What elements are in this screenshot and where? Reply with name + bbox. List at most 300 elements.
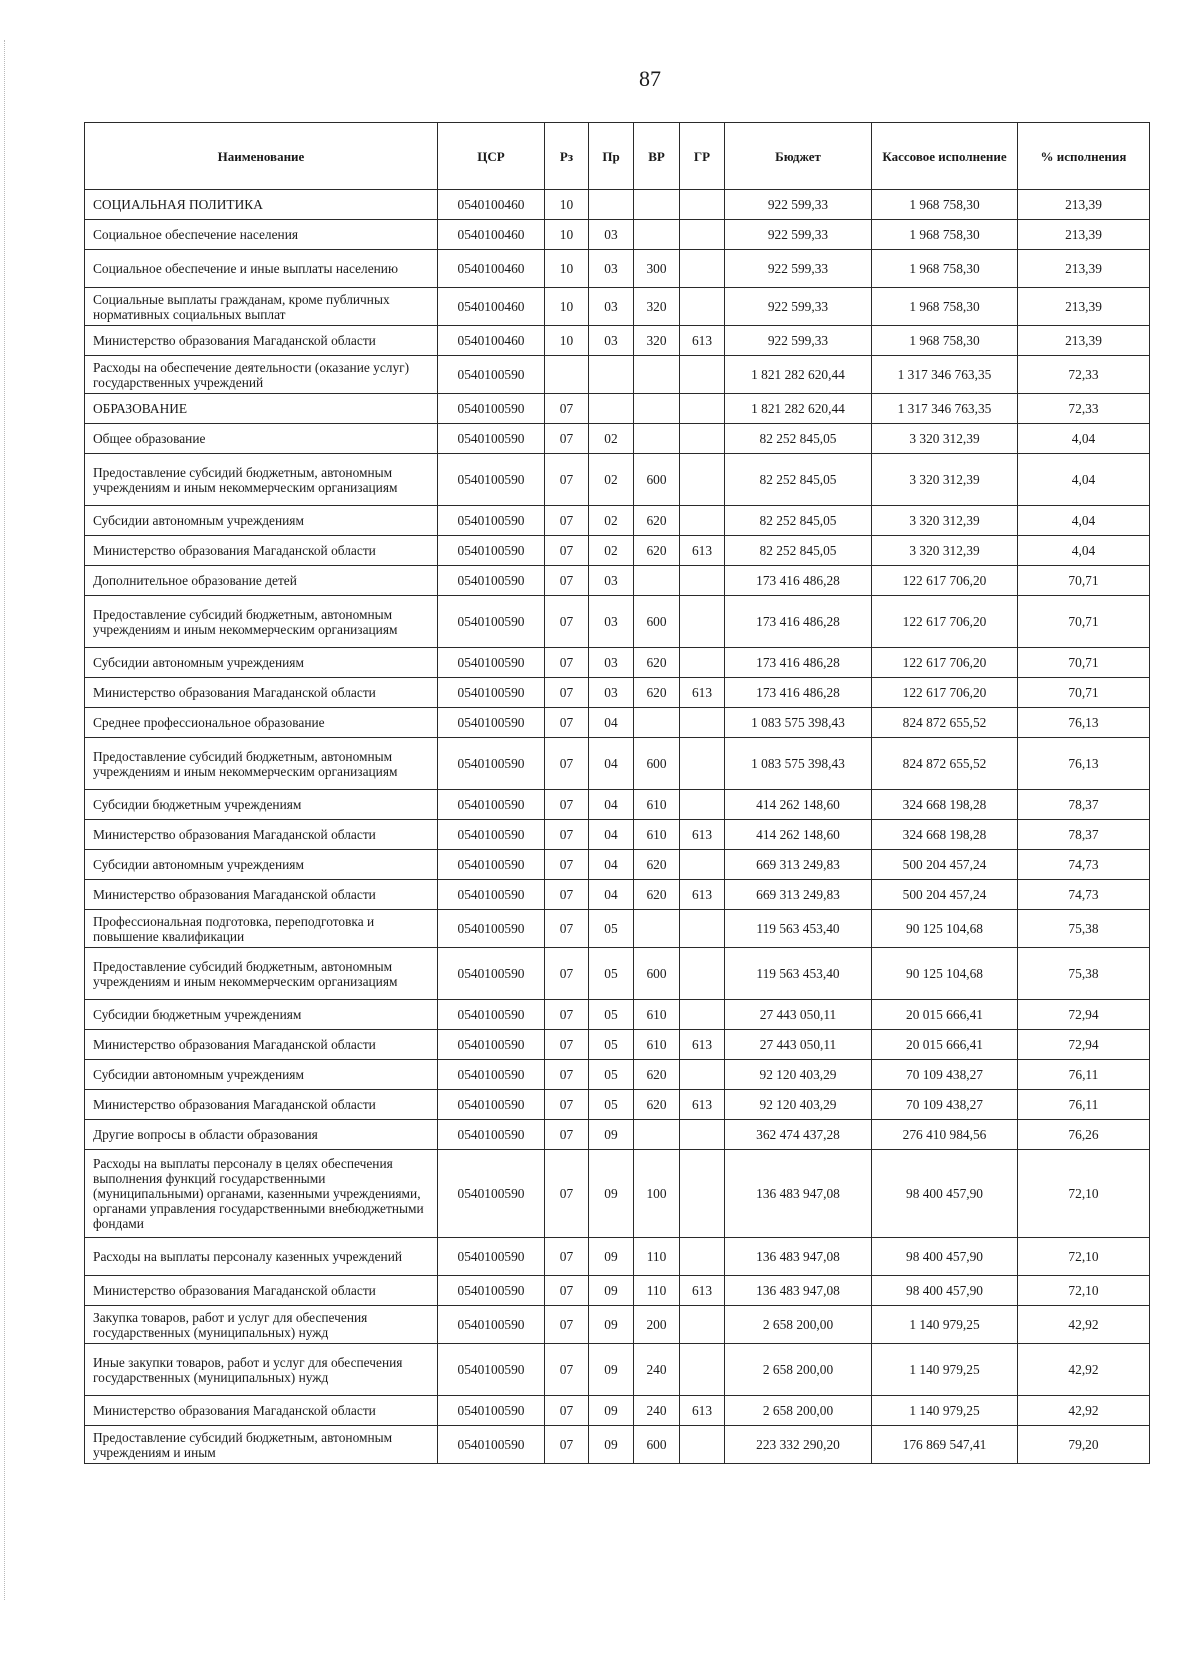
table-row — [85, 708, 1150, 738]
cell-csr: 0540100590 — [438, 948, 545, 1000]
cell-execution-percent: 74,73 — [1018, 850, 1150, 880]
cell-execution-percent: 213,39 — [1018, 288, 1150, 326]
cell-budget: 119 563 453,40 — [725, 948, 872, 1000]
cell-csr: 0540100590 — [438, 356, 545, 394]
cell-name: Предоставление субсидий бюджетным, автономным учреждениям и иным некоммерческим организациям — [85, 738, 438, 790]
cell-pr: 09 — [589, 1150, 634, 1238]
cell-execution-percent: 70,71 — [1018, 678, 1150, 708]
table-row — [85, 424, 1150, 454]
cell-pr: 04 — [589, 708, 634, 738]
cell-budget: 669 313 249,83 — [725, 880, 872, 910]
cell-name: Иные закупки товаров, работ и услуг для обеспечения государственных (муниципальных) нужд — [85, 1344, 438, 1396]
cell-rz: 07 — [545, 738, 589, 790]
cell-execution-percent: 213,39 — [1018, 250, 1150, 288]
cell-pr: 09 — [589, 1344, 634, 1396]
cell-name: Социальное обеспечение населения — [85, 220, 438, 250]
cell-name: Субсидии автономным учреждениям — [85, 648, 438, 678]
cell-csr: 0540100590 — [438, 678, 545, 708]
table-header-row — [85, 123, 1150, 190]
cell-gr — [680, 356, 725, 394]
cell-budget: 922 599,33 — [725, 288, 872, 326]
column-header-pr: Пр — [589, 123, 634, 190]
cell-pr: 03 — [589, 220, 634, 250]
page-number: 87 — [639, 66, 661, 91]
cell-execution-percent: 4,04 — [1018, 536, 1150, 566]
cell-name: Профессиональная подготовка, переподготовка и повышение квалификации — [85, 910, 438, 948]
cell-cash-execution: 1 968 758,30 — [872, 190, 1018, 220]
cell-name: ОБРАЗОВАНИЕ — [85, 394, 438, 424]
table-row — [85, 850, 1150, 880]
cell-pr: 03 — [589, 326, 634, 356]
cell-gr — [680, 250, 725, 288]
cell-cash-execution: 824 872 655,52 — [872, 738, 1018, 790]
cell-pr: 03 — [589, 596, 634, 648]
cell-rz: 07 — [545, 1396, 589, 1426]
cell-vr: 610 — [634, 1000, 680, 1030]
cell-name: Дополнительное образование детей — [85, 566, 438, 596]
cell-execution-percent: 76,13 — [1018, 708, 1150, 738]
cell-vr — [634, 1120, 680, 1150]
cell-cash-execution: 1 968 758,30 — [872, 250, 1018, 288]
scan-edge-artifact — [4, 40, 6, 1600]
cell-gr — [680, 1120, 725, 1150]
table-row — [85, 1238, 1150, 1276]
cell-rz: 07 — [545, 1000, 589, 1030]
cell-gr: 613 — [680, 880, 725, 910]
table-row — [85, 1306, 1150, 1344]
cell-name: Социальные выплаты гражданам, кроме публичных нормативных социальных выплат — [85, 288, 438, 326]
cell-rz: 07 — [545, 790, 589, 820]
cell-rz: 07 — [545, 708, 589, 738]
cell-cash-execution: 1 968 758,30 — [872, 288, 1018, 326]
cell-cash-execution: 122 617 706,20 — [872, 678, 1018, 708]
cell-execution-percent: 75,38 — [1018, 948, 1150, 1000]
cell-pr: 03 — [589, 288, 634, 326]
cell-csr: 0540100590 — [438, 596, 545, 648]
cell-vr: 110 — [634, 1238, 680, 1276]
cell-execution-percent: 74,73 — [1018, 880, 1150, 910]
cell-vr: 600 — [634, 738, 680, 790]
cell-gr — [680, 1150, 725, 1238]
cell-vr: 620 — [634, 1090, 680, 1120]
cell-cash-execution: 122 617 706,20 — [872, 596, 1018, 648]
cell-cash-execution: 70 109 438,27 — [872, 1060, 1018, 1090]
cell-pr: 09 — [589, 1396, 634, 1426]
cell-vr: 620 — [634, 648, 680, 678]
cell-pr — [589, 190, 634, 220]
cell-budget: 82 252 845,05 — [725, 454, 872, 506]
cell-cash-execution: 122 617 706,20 — [872, 648, 1018, 678]
cell-name: Субсидии автономным учреждениям — [85, 850, 438, 880]
cell-csr: 0540100460 — [438, 326, 545, 356]
cell-rz: 07 — [545, 948, 589, 1000]
cell-csr: 0540100590 — [438, 648, 545, 678]
cell-pr: 03 — [589, 250, 634, 288]
cell-csr: 0540100590 — [438, 738, 545, 790]
cell-cash-execution: 1 140 979,25 — [872, 1396, 1018, 1426]
cell-cash-execution: 824 872 655,52 — [872, 708, 1018, 738]
cell-csr: 0540100460 — [438, 250, 545, 288]
cell-name: Министерство образования Магаданской области — [85, 678, 438, 708]
cell-vr: 320 — [634, 326, 680, 356]
cell-vr — [634, 190, 680, 220]
cell-budget: 82 252 845,05 — [725, 424, 872, 454]
cell-gr: 613 — [680, 536, 725, 566]
cell-rz: 07 — [545, 910, 589, 948]
cell-name: Среднее профессиональное образование — [85, 708, 438, 738]
cell-budget: 2 658 200,00 — [725, 1344, 872, 1396]
table-row — [85, 326, 1150, 356]
cell-cash-execution: 20 015 666,41 — [872, 1000, 1018, 1030]
cell-vr: 600 — [634, 1426, 680, 1464]
cell-rz: 07 — [545, 596, 589, 648]
cell-pr: 02 — [589, 506, 634, 536]
cell-csr: 0540100590 — [438, 820, 545, 850]
cell-name: Министерство образования Магаданской области — [85, 1396, 438, 1426]
cell-cash-execution: 1 968 758,30 — [872, 326, 1018, 356]
cell-csr: 0540100590 — [438, 394, 545, 424]
table-row — [85, 678, 1150, 708]
cell-name: Субсидии автономным учреждениям — [85, 506, 438, 536]
cell-vr — [634, 394, 680, 424]
cell-vr: 600 — [634, 948, 680, 1000]
cell-vr: 620 — [634, 1060, 680, 1090]
cell-cash-execution: 1 140 979,25 — [872, 1344, 1018, 1396]
cell-vr — [634, 910, 680, 948]
table-body — [85, 190, 1150, 1464]
cell-execution-percent: 4,04 — [1018, 506, 1150, 536]
table-row — [85, 880, 1150, 910]
column-header-gr: ГР — [680, 123, 725, 190]
cell-pr: 02 — [589, 536, 634, 566]
table-row — [85, 220, 1150, 250]
cell-pr: 05 — [589, 948, 634, 1000]
cell-gr — [680, 190, 725, 220]
column-header-rz: Рз — [545, 123, 589, 190]
cell-name: Предоставление субсидий бюджетным, автономным учреждениям и иным некоммерческим организациям — [85, 596, 438, 648]
cell-rz: 10 — [545, 220, 589, 250]
cell-name: Закупка товаров, работ и услуг для обеспечения государственных (муниципальных) нужд — [85, 1306, 438, 1344]
cell-cash-execution: 176 869 547,41 — [872, 1426, 1018, 1464]
cell-name: Министерство образования Магаданской области — [85, 1030, 438, 1060]
cell-gr: 613 — [680, 1090, 725, 1120]
cell-csr: 0540100590 — [438, 566, 545, 596]
cell-rz: 07 — [545, 1120, 589, 1150]
cell-execution-percent: 42,92 — [1018, 1306, 1150, 1344]
cell-gr — [680, 220, 725, 250]
cell-budget: 922 599,33 — [725, 250, 872, 288]
table-row — [85, 790, 1150, 820]
cell-vr: 610 — [634, 820, 680, 850]
cell-gr — [680, 1060, 725, 1090]
cell-name: Министерство образования Магаданской области — [85, 536, 438, 566]
cell-execution-percent: 78,37 — [1018, 820, 1150, 850]
column-header-vr: ВР — [634, 123, 680, 190]
cell-execution-percent: 79,20 — [1018, 1426, 1150, 1464]
cell-csr: 0540100460 — [438, 190, 545, 220]
cell-execution-percent: 76,11 — [1018, 1060, 1150, 1090]
cell-name: Общее образование — [85, 424, 438, 454]
cell-name: СОЦИАЛЬНАЯ ПОЛИТИКА — [85, 190, 438, 220]
cell-pr: 09 — [589, 1120, 634, 1150]
cell-cash-execution: 1 968 758,30 — [872, 220, 1018, 250]
cell-execution-percent: 213,39 — [1018, 220, 1150, 250]
cell-budget: 922 599,33 — [725, 326, 872, 356]
cell-csr: 0540100590 — [438, 880, 545, 910]
cell-pr: 04 — [589, 880, 634, 910]
cell-gr — [680, 708, 725, 738]
table-row — [85, 1120, 1150, 1150]
cell-budget: 136 483 947,08 — [725, 1238, 872, 1276]
cell-execution-percent: 213,39 — [1018, 326, 1150, 356]
cell-csr: 0540100590 — [438, 1238, 545, 1276]
cell-cash-execution: 324 668 198,28 — [872, 820, 1018, 850]
cell-budget: 136 483 947,08 — [725, 1276, 872, 1306]
cell-gr: 613 — [680, 1276, 725, 1306]
cell-rz: 10 — [545, 250, 589, 288]
cell-execution-percent: 78,37 — [1018, 790, 1150, 820]
cell-csr: 0540100590 — [438, 1344, 545, 1396]
cell-budget: 414 262 148,60 — [725, 790, 872, 820]
cell-budget: 1 083 575 398,43 — [725, 738, 872, 790]
cell-gr — [680, 288, 725, 326]
cell-budget: 1 083 575 398,43 — [725, 708, 872, 738]
cell-execution-percent: 72,94 — [1018, 1030, 1150, 1060]
cell-pr: 05 — [589, 1060, 634, 1090]
cell-pr: 04 — [589, 790, 634, 820]
cell-rz: 07 — [545, 1306, 589, 1344]
cell-gr — [680, 1000, 725, 1030]
cell-vr: 620 — [634, 506, 680, 536]
cell-execution-percent: 4,04 — [1018, 424, 1150, 454]
cell-name: Предоставление субсидий бюджетным, автономным учреждениям и иным — [85, 1426, 438, 1464]
cell-budget: 82 252 845,05 — [725, 536, 872, 566]
cell-execution-percent: 72,33 — [1018, 356, 1150, 394]
cell-execution-percent: 42,92 — [1018, 1344, 1150, 1396]
table-row — [85, 288, 1150, 326]
table-row — [85, 738, 1150, 790]
cell-name: Министерство образования Магаданской области — [85, 1090, 438, 1120]
cell-execution-percent: 76,11 — [1018, 1090, 1150, 1120]
cell-csr: 0540100590 — [438, 1426, 545, 1464]
cell-pr: 09 — [589, 1238, 634, 1276]
cell-vr: 200 — [634, 1306, 680, 1344]
cell-name: Предоставление субсидий бюджетным, автономным учреждениям и иным некоммерческим организациям — [85, 948, 438, 1000]
table-row — [85, 536, 1150, 566]
cell-pr: 04 — [589, 738, 634, 790]
table-row — [85, 1030, 1150, 1060]
table-row — [85, 1396, 1150, 1426]
cell-vr: 610 — [634, 1030, 680, 1060]
cell-gr — [680, 850, 725, 880]
cell-vr — [634, 566, 680, 596]
cell-rz — [545, 356, 589, 394]
cell-cash-execution: 3 320 312,39 — [872, 454, 1018, 506]
cell-execution-percent: 70,71 — [1018, 596, 1150, 648]
cell-budget: 82 252 845,05 — [725, 506, 872, 536]
cell-vr — [634, 220, 680, 250]
cell-csr: 0540100590 — [438, 1060, 545, 1090]
column-header-budget: Бюджет — [725, 123, 872, 190]
cell-budget: 669 313 249,83 — [725, 850, 872, 880]
cell-csr: 0540100590 — [438, 1396, 545, 1426]
cell-budget: 92 120 403,29 — [725, 1090, 872, 1120]
table-row — [85, 1344, 1150, 1396]
cell-csr: 0540100590 — [438, 708, 545, 738]
cell-rz: 07 — [545, 566, 589, 596]
cell-pr: 05 — [589, 1090, 634, 1120]
cell-execution-percent: 72,10 — [1018, 1276, 1150, 1306]
cell-csr: 0540100590 — [438, 1150, 545, 1238]
cell-pr: 04 — [589, 850, 634, 880]
cell-csr: 0540100590 — [438, 1306, 545, 1344]
cell-name: Социальное обеспечение и иные выплаты населению — [85, 250, 438, 288]
cell-budget: 27 443 050,11 — [725, 1000, 872, 1030]
cell-pr: 09 — [589, 1306, 634, 1344]
cell-pr: 03 — [589, 648, 634, 678]
cell-budget: 2 658 200,00 — [725, 1306, 872, 1344]
table-row — [85, 566, 1150, 596]
cell-gr — [680, 596, 725, 648]
cell-budget: 27 443 050,11 — [725, 1030, 872, 1060]
cell-csr: 0540100460 — [438, 288, 545, 326]
cell-rz: 10 — [545, 326, 589, 356]
cell-budget: 173 416 486,28 — [725, 566, 872, 596]
table-row — [85, 250, 1150, 288]
cell-vr: 620 — [634, 850, 680, 880]
cell-budget: 2 658 200,00 — [725, 1396, 872, 1426]
cell-gr: 613 — [680, 678, 725, 708]
cell-csr: 0540100590 — [438, 790, 545, 820]
cell-csr: 0540100590 — [438, 1090, 545, 1120]
cell-rz: 07 — [545, 506, 589, 536]
cell-vr: 100 — [634, 1150, 680, 1238]
cell-name: Субсидии бюджетным учреждениям — [85, 790, 438, 820]
cell-name: Расходы на обеспечение деятельности (оказание услуг) государственных учреждений — [85, 356, 438, 394]
cell-csr: 0540100590 — [438, 1276, 545, 1306]
table-row — [85, 820, 1150, 850]
cell-name: Предоставление субсидий бюджетным, автономным учреждениям и иным некоммерческим организациям — [85, 454, 438, 506]
cell-rz: 07 — [545, 394, 589, 424]
cell-rz: 07 — [545, 536, 589, 566]
cell-name: Министерство образования Магаданской области — [85, 880, 438, 910]
cell-rz: 07 — [545, 454, 589, 506]
cell-cash-execution: 3 320 312,39 — [872, 424, 1018, 454]
cell-execution-percent: 72,10 — [1018, 1150, 1150, 1238]
table-row — [85, 596, 1150, 648]
cell-pr: 02 — [589, 424, 634, 454]
table-row — [85, 910, 1150, 948]
cell-name: Субсидии автономным учреждениям — [85, 1060, 438, 1090]
cell-budget: 136 483 947,08 — [725, 1150, 872, 1238]
column-header-execution-percent: % исполнения — [1018, 123, 1150, 190]
cell-rz: 07 — [545, 820, 589, 850]
cell-cash-execution: 500 204 457,24 — [872, 850, 1018, 880]
cell-gr — [680, 1426, 725, 1464]
cell-cash-execution: 20 015 666,41 — [872, 1030, 1018, 1060]
cell-cash-execution: 1 317 346 763,35 — [872, 394, 1018, 424]
cell-gr — [680, 790, 725, 820]
table-row — [85, 506, 1150, 536]
cell-csr: 0540100590 — [438, 1030, 545, 1060]
cell-execution-percent: 70,71 — [1018, 648, 1150, 678]
cell-gr — [680, 1238, 725, 1276]
cell-gr: 613 — [680, 820, 725, 850]
cell-name: Министерство образования Магаданской области — [85, 326, 438, 356]
cell-name: Министерство образования Магаданской области — [85, 1276, 438, 1306]
cell-budget: 92 120 403,29 — [725, 1060, 872, 1090]
cell-csr: 0540100590 — [438, 1120, 545, 1150]
cell-budget: 223 332 290,20 — [725, 1426, 872, 1464]
cell-gr: 613 — [680, 326, 725, 356]
cell-rz: 07 — [545, 678, 589, 708]
table-row — [85, 1150, 1150, 1238]
cell-rz: 07 — [545, 1090, 589, 1120]
table-row — [85, 1060, 1150, 1090]
cell-pr: 05 — [589, 1000, 634, 1030]
cell-gr: 613 — [680, 1396, 725, 1426]
cell-cash-execution: 3 320 312,39 — [872, 536, 1018, 566]
column-header-name: Наименование — [85, 123, 438, 190]
cell-vr — [634, 424, 680, 454]
cell-cash-execution: 98 400 457,90 — [872, 1150, 1018, 1238]
cell-cash-execution: 98 400 457,90 — [872, 1276, 1018, 1306]
cell-pr: 09 — [589, 1426, 634, 1464]
cell-rz: 07 — [545, 850, 589, 880]
cell-budget: 362 474 437,28 — [725, 1120, 872, 1150]
cell-budget: 173 416 486,28 — [725, 648, 872, 678]
cell-execution-percent: 42,92 — [1018, 1396, 1150, 1426]
cell-budget: 922 599,33 — [725, 220, 872, 250]
cell-vr: 620 — [634, 880, 680, 910]
cell-name: Министерство образования Магаданской области — [85, 820, 438, 850]
column-header-cash-execution: Кассовое исполнение — [872, 123, 1018, 190]
cell-cash-execution: 324 668 198,28 — [872, 790, 1018, 820]
cell-rz: 10 — [545, 190, 589, 220]
cell-budget: 1 821 282 620,44 — [725, 394, 872, 424]
cell-rz: 07 — [545, 1426, 589, 1464]
cell-gr — [680, 424, 725, 454]
cell-csr: 0540100590 — [438, 506, 545, 536]
cell-pr: 05 — [589, 910, 634, 948]
cell-rz: 07 — [545, 1150, 589, 1238]
cell-cash-execution: 90 125 104,68 — [872, 948, 1018, 1000]
cell-pr: 04 — [589, 820, 634, 850]
cell-pr: 02 — [589, 454, 634, 506]
cell-gr — [680, 566, 725, 596]
table-row — [85, 948, 1150, 1000]
cell-vr: 620 — [634, 536, 680, 566]
cell-budget: 414 262 148,60 — [725, 820, 872, 850]
cell-pr — [589, 394, 634, 424]
cell-rz: 10 — [545, 288, 589, 326]
cell-rz: 07 — [545, 880, 589, 910]
cell-cash-execution: 3 320 312,39 — [872, 506, 1018, 536]
cell-gr — [680, 1306, 725, 1344]
cell-rz: 07 — [545, 1344, 589, 1396]
cell-gr: 613 — [680, 1030, 725, 1060]
cell-gr — [680, 738, 725, 790]
cell-rz: 07 — [545, 1238, 589, 1276]
cell-budget: 922 599,33 — [725, 190, 872, 220]
cell-execution-percent: 4,04 — [1018, 454, 1150, 506]
cell-execution-percent: 75,38 — [1018, 910, 1150, 948]
cell-pr: 03 — [589, 566, 634, 596]
table-row — [85, 648, 1150, 678]
cell-gr — [680, 648, 725, 678]
cell-rz: 07 — [545, 1060, 589, 1090]
cell-budget: 173 416 486,28 — [725, 678, 872, 708]
